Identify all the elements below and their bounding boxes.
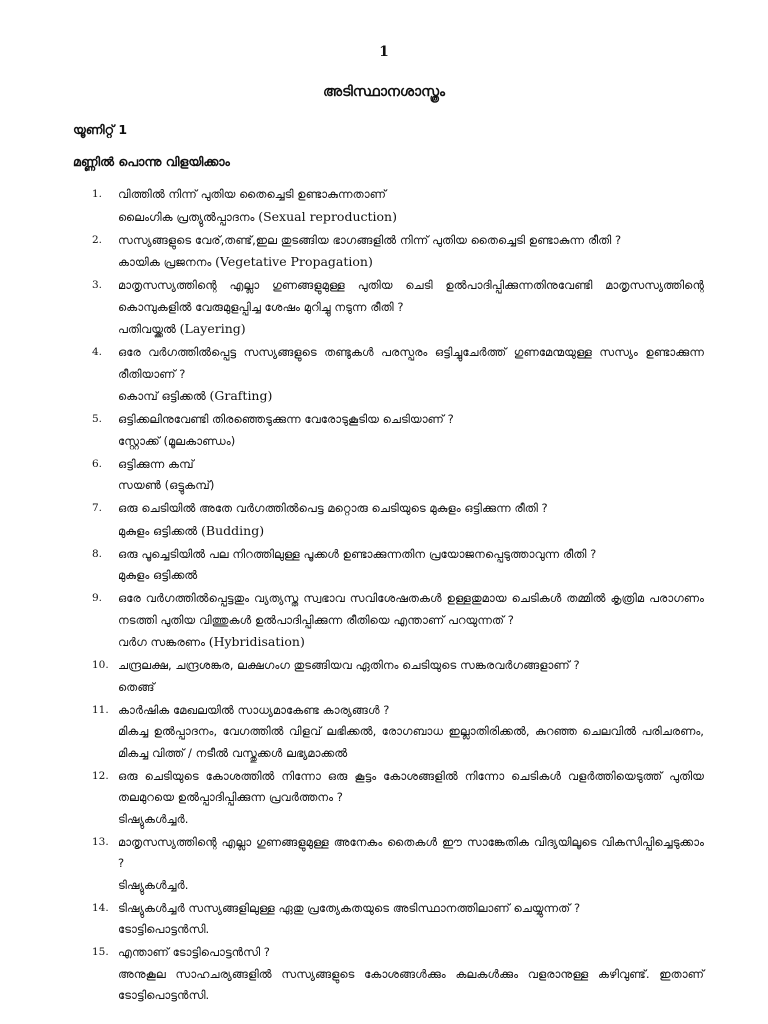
answer bbox=[118, 318, 704, 341]
question-text: സസ്യങ്ങളുടെ വേര്,തണ്ട്,ഇല തുടങ്ങിയ ഭാഗങ്ങളിൽ നിന്ന് പുതിയ തൈച്ചെടി ഉണ്ടാകുന്ന രീതി ? bbox=[118, 232, 622, 247]
question-number: 4. bbox=[92, 346, 103, 358]
question-item bbox=[92, 942, 704, 1007]
question-item bbox=[92, 898, 704, 941]
answer-english-term: (Budding) bbox=[201, 522, 265, 538]
question-text: ഒരേ വർഗത്തിൽപ്പെട്ടതും വ്യത്യസ്ത സ്വഭാവ സവിശേഷതകൾ ഉള്ളതുമായ ചെടികൾ തമ്മിൽ കൃത്രിമ പരാഗണം നടത്തി പുതിയ വിത്തുകൾ ഉൽപാദിപ്പിക്കുന്ന രീതിയെ എന്താണ് പറയുന്നത് ? bbox=[118, 591, 704, 627]
unit-label: യൂണിറ്റ് 1 bbox=[73, 122, 128, 137]
question-number: 2. bbox=[92, 233, 103, 246]
question-number: 12. bbox=[92, 769, 109, 782]
answer-text: മികച്ച ഉൽപ്പാദനം, വേഗത്തിൽ വിളവ് ലഭിക്കൽ, രോഗബാധ ഇല്ലാതിരിക്കൽ, കുറഞ്ഞ ചെലവിൽ പരിചരണം, മികച്ച വിത്ത് / നടീൽ വസ്തുക്കൾ ലഭ്യമാക്കൽ bbox=[118, 724, 704, 760]
question-item bbox=[92, 766, 704, 831]
question-text: ഒട്ടിക്കുന്ന കമ്പ് bbox=[118, 456, 194, 471]
answer-text: മുകുളം ഒട്ടിക്കൽ bbox=[118, 523, 198, 538]
question-number: 11. bbox=[92, 703, 109, 716]
question-number: 9. bbox=[92, 592, 103, 604]
answer-text: സയൺ (ഒട്ടുകമ്പ്) bbox=[118, 478, 215, 492]
question-text: ടിഷ്യുകൾച്ചർ സസ്യങ്ങളിലുള്ള ഏതു പ്രത്യേകതയുടെ അടിസ്ഥാനത്തിലാണ് ചെയ്യുന്നത് ? bbox=[118, 900, 581, 915]
question-number: 10. bbox=[92, 659, 109, 671]
question-number: 14. bbox=[92, 901, 109, 914]
answer-english-term: (Vegetative Propagation) bbox=[215, 254, 373, 269]
page-title: അടിസ്ഥാനശാസ്ത്രം bbox=[323, 84, 445, 100]
question-number: 5. bbox=[92, 413, 103, 425]
question-item bbox=[92, 184, 704, 228]
answer-text: വർഗ സങ്കരണം bbox=[118, 635, 205, 649]
answer-text: ടിഷ്യുകൾച്ചർ. bbox=[118, 811, 189, 826]
question-item bbox=[92, 342, 704, 408]
question-number: 7. bbox=[92, 502, 103, 514]
question-text: ഒരു പൂച്ചെടിയിൽ പല നിറത്തിലുള്ള പൂക്കൾ ഉണ്ടാക്കുന്നതിന പ്രയോജനപ്പെടുത്താവുന്ന രീതി ? bbox=[118, 546, 597, 561]
question-number: 3. bbox=[92, 279, 103, 291]
question-text: ഒരേ വർഗത്തിൽപ്പെട്ട സസ്യങ്ങളുടെ തണ്ടുകൾ പരസ്പരം ഒട്ടിച്ചുചേർത്ത് ഗുണമേന്മയുള്ള സസ്യം ഉണ്ടാക്കുന്ന രീതിയാണ് ? bbox=[118, 345, 704, 381]
answer-text: മുകുളം ഒട്ടിക്കൽ bbox=[118, 568, 198, 582]
answer bbox=[118, 520, 704, 543]
question-text: ചന്ദ്രലക്ഷ, ചന്ദ്രശങ്കര, ലക്ഷഗംഗ തുടങ്ങിയവ ഏതിനം ചെടിയുടെ സങ്കരവർഗങ്ങളാണ് ? bbox=[118, 658, 580, 672]
answer-english-term: (Grafting) bbox=[209, 388, 273, 403]
answer-text: ടിഷ്യുകൾച്ചർ. bbox=[118, 877, 189, 892]
chapter-title: മണ്ണിൽ പൊന്നു വിളയിക്കാം bbox=[73, 154, 230, 169]
question-text: ഒരു ചെടിയിൽ അതേ വർഗത്തിൽപെട്ട മറ്റൊരു ചെടിയുടെ മുകുളം ഒട്ടിക്കുന്ന രീതി ? bbox=[118, 501, 548, 515]
answer-english-term: (Layering) bbox=[179, 321, 246, 336]
question-item bbox=[92, 454, 704, 497]
question-item bbox=[92, 588, 704, 654]
answer bbox=[118, 251, 704, 274]
page-number: 1 bbox=[379, 44, 389, 60]
question-item bbox=[92, 498, 704, 542]
answer-text: പതിവയ്ക്കൽ bbox=[118, 322, 176, 336]
question-text: ഒരു ചെടിയുടെ കോശത്തിൽ നിന്നോ ഒരു കൂട്ടം കോശങ്ങളിൽ നിന്നോ ചെടികൾ വളർത്തിയെടുത്ത് പുതിയ തലമുറയെ ഉൽപ്പാദിപ്പിക്കുന്ന പ്രവർത്തനം ? bbox=[118, 768, 704, 804]
question-item bbox=[92, 700, 704, 765]
question-item bbox=[92, 230, 704, 274]
answer bbox=[118, 206, 704, 229]
question-number: 6. bbox=[92, 457, 103, 470]
answer bbox=[118, 385, 704, 408]
question-item bbox=[92, 832, 704, 897]
answer-english-term: (Sexual reproduction) bbox=[258, 208, 397, 224]
answer-text: കൊമ്പ് ഒട്ടിക്കൽ bbox=[118, 389, 206, 403]
question-text: മാതൃസസ്യത്തിന്റെ എല്ലാ ഗുണങ്ങളുമുള്ള അനേകം തൈകൾ ഈ സാങ്കേതിക വിദ്യയിലൂടെ വികസിപ്പിച്ചെടുക്കാം ? bbox=[118, 834, 704, 870]
question-text: എന്താണ് ടോട്ടിപൊട്ടൻസി ? bbox=[118, 945, 270, 959]
answer-text: തെങ്ങ് bbox=[118, 679, 155, 694]
question-item bbox=[92, 275, 704, 341]
question-number: 13. bbox=[92, 835, 109, 848]
answer-text: അനുകൂല സാഹചര്യങ്ങളിൽ സസ്യങ്ങളുടെ കോശങ്ങൾക്കും കലകൾക്കും വളരാനുള്ള കഴിവുണ്ട്. ഇതാണ് ടോട്ടിപൊട്ടൻസി. bbox=[118, 966, 704, 1002]
question-number: 15. bbox=[92, 946, 109, 958]
question-number: 1. bbox=[92, 188, 103, 200]
question-text: കാർഷിക മേഖലയിൽ സാധ്യമാകേണ്ട കാര്യങ്ങൾ ? bbox=[118, 702, 390, 717]
question-item bbox=[92, 409, 704, 452]
question-text: ഒട്ടിക്കലിനുവേണ്ടി തിരഞ്ഞെടുക്കുന്ന വേരോടുകൂടിയ ചെടിയാണ് ? bbox=[118, 412, 454, 426]
question-text: മാതൃസസ്യത്തിന്റെ എല്ലാ ഗുണങ്ങളുമുള്ള പുതിയ ചെടി ഉൽപാദിപ്പിക്കുന്നതിനുവേണ്ടി മാതൃസസ്യത്തിന്റെ കൊമ്പുകളിൽ വേരുമുളപ്പിച്ച ശേഷം മുറിച്ചു നടുന്ന രീതി ? bbox=[118, 278, 704, 314]
question-list bbox=[92, 184, 704, 1008]
answer-text: ടോട്ടിപൊട്ടൻസി. bbox=[118, 922, 210, 936]
answer-text: സ്റ്റോക്ക് (മൂലകാണ്ഡം) bbox=[118, 433, 236, 448]
question-text: വിത്തിൽ നിന്ന് പുതിയ തൈച്ചെടി ഉണ്ടാകുന്നതാണ് bbox=[118, 187, 386, 201]
answer-english-term: (Hybridisation) bbox=[208, 634, 305, 649]
answer bbox=[118, 631, 704, 654]
answer-text: കായിക പ്രജനനം bbox=[118, 255, 212, 269]
question-item bbox=[92, 655, 704, 698]
answer-text: ലൈംഗിക പ്രത്യുൽപ്പാദനം bbox=[118, 209, 255, 224]
question-item bbox=[92, 544, 704, 587]
question-number: 8. bbox=[92, 547, 103, 560]
